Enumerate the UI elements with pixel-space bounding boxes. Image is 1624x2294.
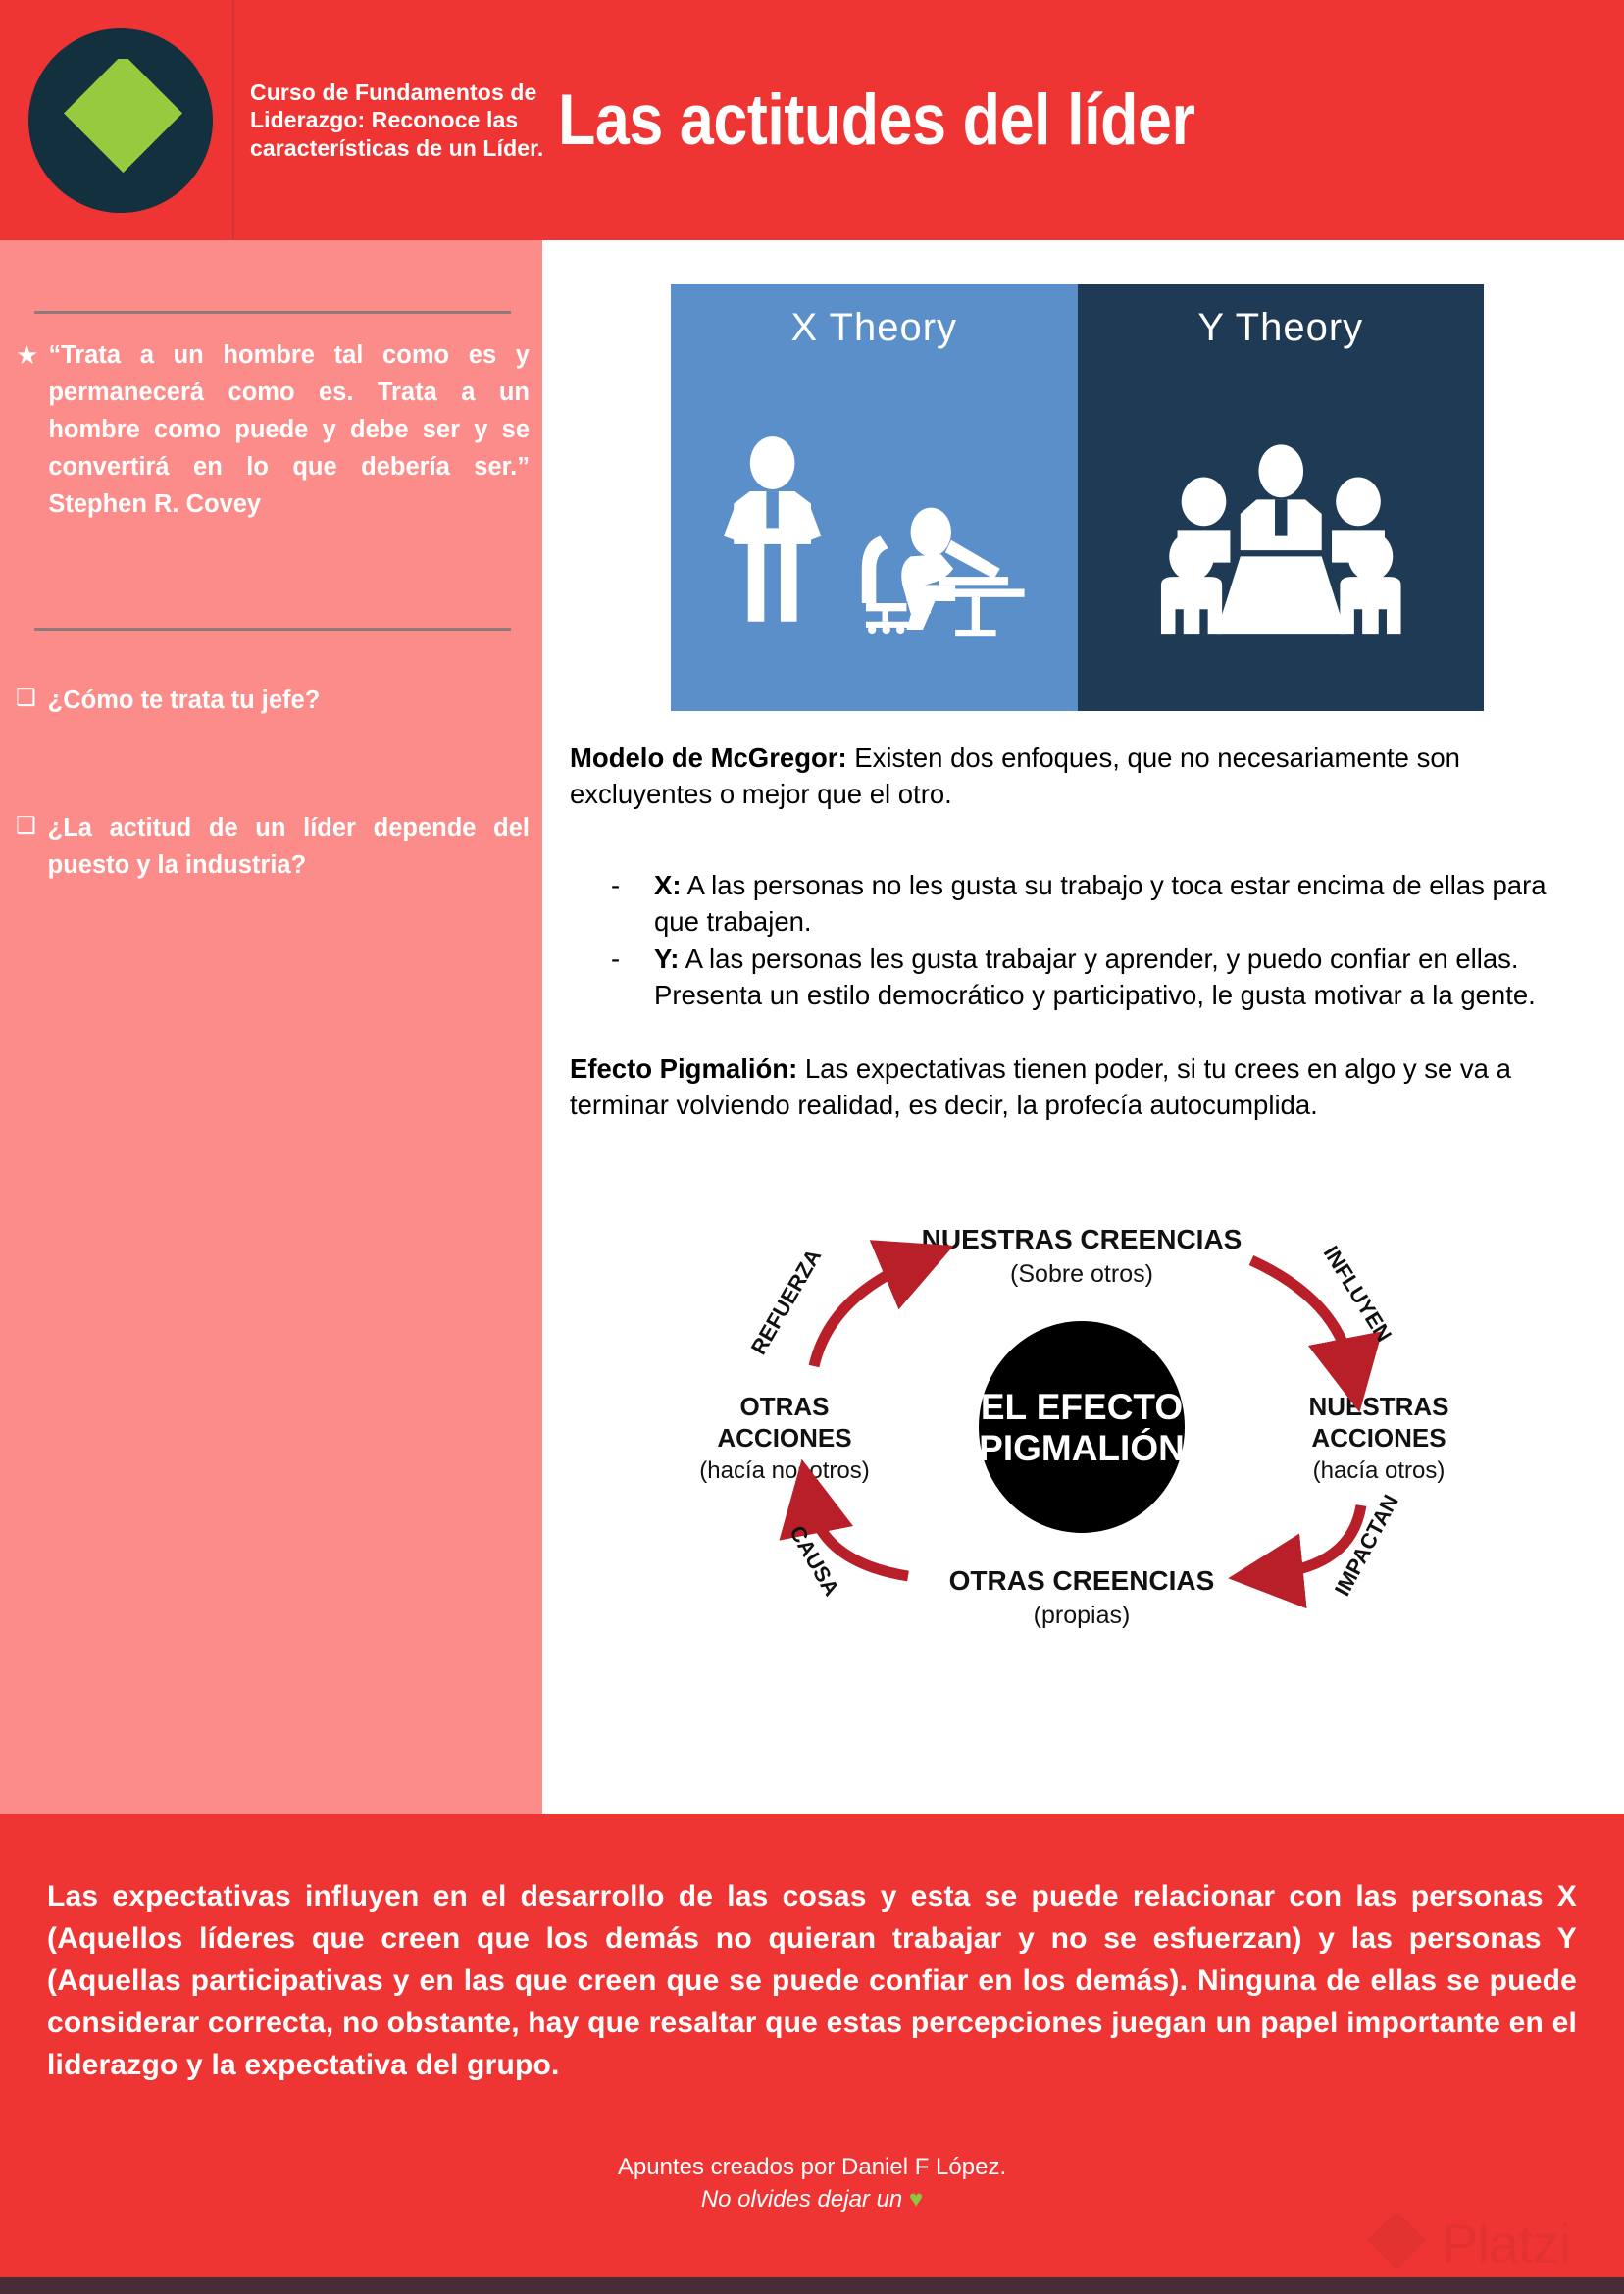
- mcgregor-label: Modelo de McGregor:: [570, 742, 847, 773]
- pigmalion-center-shape: [979, 1321, 1185, 1533]
- bullet-x-content: [654, 868, 1577, 940]
- arrow-label-refuerza: REFUERZA: [745, 1245, 827, 1359]
- node-left-subtitle: (hacía nosotros): [699, 1457, 870, 1484]
- sidebar: [0, 240, 542, 1814]
- y-theory-panel: [1078, 284, 1485, 711]
- pigmalion-center-line1: EL EFECTO: [980, 1387, 1184, 1427]
- arrow-label-influyen: INFLUYEN: [1318, 1241, 1397, 1347]
- node-bottom-subtitle: (propias): [1033, 1602, 1131, 1629]
- footer-credit: Apuntes creados por Daniel F López.: [617, 2154, 1007, 2180]
- mcgregor-body: Existen dos enfoques, que no necesariamente son excluyentes o mejor que el otro.: [570, 742, 1460, 809]
- bullet-y-content: [654, 942, 1577, 1013]
- sidebar-divider-bottom: [34, 628, 511, 631]
- y-theory-illustration: [1078, 353, 1485, 711]
- list-item: [611, 868, 1577, 940]
- list-item: [611, 942, 1577, 1013]
- platzi-logo-icon: [59, 59, 182, 182]
- content-column: [542, 240, 1624, 1814]
- pigmalion-diagram: [675, 1221, 1489, 1633]
- platzi-watermark: [1357, 2211, 1624, 2277]
- green-heart-icon: ♥: [908, 2186, 924, 2213]
- arrow-refuerza: [814, 1262, 914, 1366]
- course-title: Curso de Fundamentos de Liderazgo: Reconoce las características de un Líder.: [250, 79, 544, 161]
- node-right-subtitle: (hacía otros): [1312, 1457, 1446, 1484]
- pigmalion-body: Las expectativas tienen poder, si tu crees en algo y se va a terminar volviendo realidad, es decir, la profecía autocumplida.: [570, 1053, 1511, 1120]
- footer: [0, 2151, 1624, 2216]
- mcgregor-paragraph: [570, 740, 1570, 812]
- sidebar-quote: [16, 336, 530, 523]
- course-title-zone: [232, 0, 548, 240]
- bullet-y-label: Y:: [654, 943, 680, 975]
- hollow-square-icon: ❑: [16, 813, 36, 839]
- node-top-subtitle: (Sobre otros): [1010, 1260, 1153, 1288]
- sidebar-question-2-text: ¿La actitud de un líder depende del puesto y la industria?: [47, 814, 530, 879]
- x-theory-label: X Theory: [790, 306, 958, 349]
- platzi-logo-icon: [1359, 2214, 1432, 2274]
- node-bottom-title: OTRAS CREENCIAS: [948, 1565, 1215, 1596]
- bullet-y-text: A las personas les gusta trabajar y aprender, y puedo confiar en ellas. Presenta un estilo democrático y participativo, le gusta motivar a la gente.: [654, 943, 1536, 1010]
- dash-bullet-icon: -: [611, 870, 621, 900]
- x-theory-illustration: [671, 353, 1078, 711]
- sidebar-item-question-1: [16, 682, 530, 719]
- arrow-label-causa: CAUSA: [785, 1521, 844, 1601]
- sidebar-item-question-2: [16, 809, 530, 884]
- x-theory-panel: [671, 284, 1078, 711]
- dash-bullet-icon: -: [611, 943, 621, 975]
- page-header: [0, 0, 1624, 240]
- star-icon: ★: [16, 340, 39, 370]
- bullet-x-text: A las personas no les gusta su trabajo y toca estar encima de ellas para que trabajen.: [654, 870, 1547, 937]
- logo-zone: [0, 0, 232, 240]
- node-right-title-1: NUESTRAS: [1308, 1392, 1449, 1421]
- bottom-strip: [0, 2277, 1624, 2294]
- pigmalion-center-line2: PIGMALIÓN: [979, 1428, 1185, 1468]
- y-theory-label: Y Theory: [1197, 306, 1364, 349]
- pigmalion-cycle-svg: [675, 1221, 1489, 1633]
- mcgregor-bullet-list: [611, 868, 1577, 1015]
- xy-theory-figure: [671, 284, 1484, 711]
- pigmalion-label: Efecto Pigmalión:: [570, 1053, 798, 1084]
- sidebar-question-1-text: ¿Cómo te trata tu jefe?: [47, 687, 321, 714]
- footer-note-text: No olvides dejar un: [700, 2186, 909, 2213]
- summary-block: [0, 1814, 1624, 2277]
- hollow-square-icon: ❑: [16, 686, 36, 711]
- platzi-logo-circle: [28, 28, 213, 213]
- header-divider: [232, 0, 234, 240]
- main-title-zone: [548, 0, 1624, 240]
- pigmalion-paragraph: [570, 1051, 1599, 1123]
- page-title: Las actitudes del líder: [558, 80, 1195, 160]
- sidebar-quote-text: “Trata a un hombre tal como es y permanecerá como es. Trata a un hombre como puede y debe ser y se convertirá en lo que debería ser.” Stephen R. Covey: [48, 341, 530, 518]
- node-top-title: NUESTRAS CREENCIAS: [921, 1224, 1243, 1254]
- node-left-title-2: ACCIONES: [717, 1423, 852, 1453]
- sidebar-divider-top: [34, 311, 511, 314]
- summary-text: Las expectativas influyen en el desarrollo de las cosas y esta se puede relacionar con las personas X (Aquellos líderes que creen que los demás no quieran trabajar y no se esfuerzan) y las personas Y (Aquellas participativas y en las que creen que se puede confiar en los demás). Ninguna de ellas se puede considerar correcta, no obstante, hay que resaltar que estas percepciones juegan un papel importante en el liderazgo y la expectativa del grupo.: [47, 1880, 1578, 2081]
- arrow-label-impactan: IMPACTAN: [1329, 1490, 1403, 1601]
- bullet-x-label: X:: [654, 870, 682, 900]
- watermark-text: Platzi: [1442, 2213, 1570, 2274]
- node-right-title-2: ACCIONES: [1311, 1423, 1446, 1453]
- node-left-title-1: OTRAS: [739, 1392, 830, 1421]
- body-area: [0, 240, 1624, 1814]
